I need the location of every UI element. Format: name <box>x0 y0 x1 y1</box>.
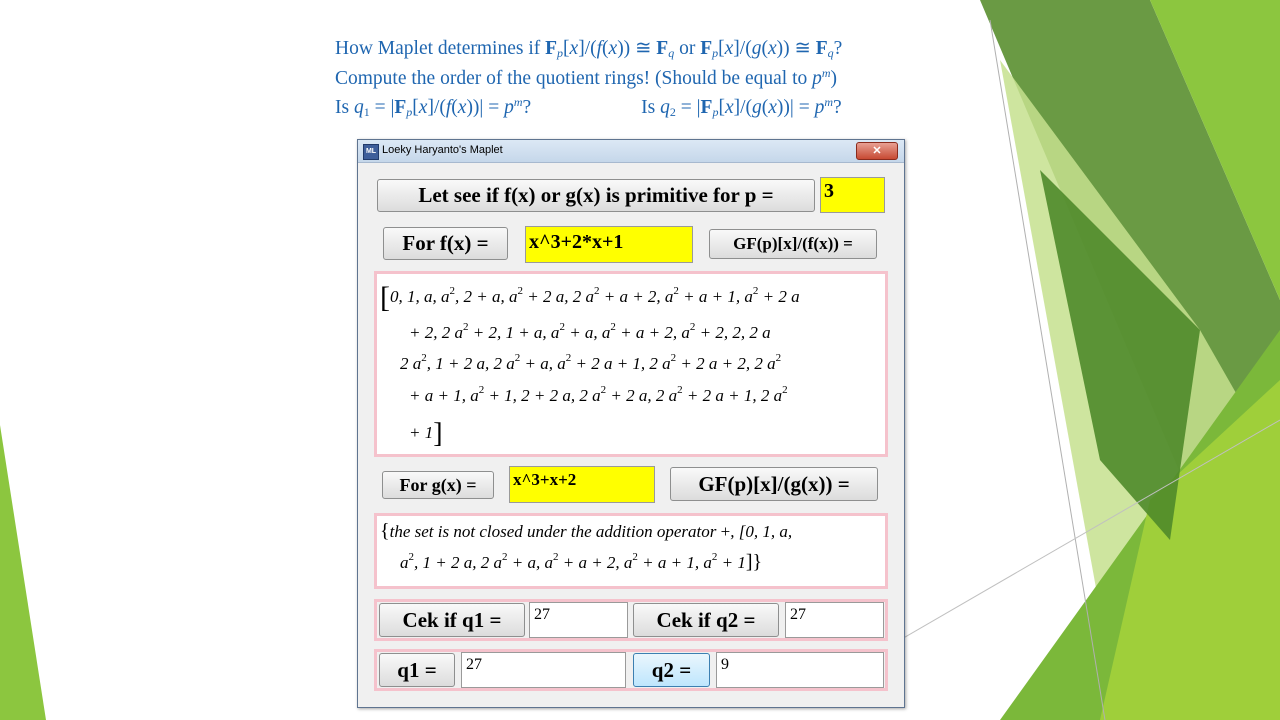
gf-f-button[interactable]: GF(p)[x]/(f(x)) = <box>709 229 877 259</box>
slide-line-2: Compute the order of the quotient rings! (Should be equal to $p^m$) <box>335 65 838 89</box>
window-titlebar[interactable] <box>358 140 904 163</box>
maplet-window <box>357 139 905 708</box>
q2-button[interactable]: q2 = <box>633 653 710 687</box>
f-result-line-3: 2 $a^2$, 1 + 2 a, 2 $a^2 + a$, $a^2 + 2$ a + 1, 2 $a^2 + 2$ a + 2, 2 $a^2$ <box>400 352 782 373</box>
primitive-check-button[interactable]: Let see if f(x) or g(x) is primitive for p = <box>377 179 815 212</box>
g-result-line-2: $a^2$, 1 + 2 a, 2 $a^2 + a$, $a^2 + a + 2$, $a^2 + a + 1$, $a^2 + 1$]} <box>400 551 763 573</box>
maplet-app-icon: ML <box>363 144 379 160</box>
cek-q2-output[interactable]: 27 <box>785 602 884 638</box>
g-result-panel <box>374 513 888 589</box>
q1-button[interactable]: q1 = <box>379 653 455 687</box>
gf-g-button[interactable]: GF(p)[x]/(g(x)) = <box>670 467 878 501</box>
close-button[interactable]: ✕ <box>856 142 898 160</box>
slide-line-3: Is $q_1 = |F_p[x]/(f(x))| = p^m$? Is $q_2 = |F_p[x]/(g(x))| = p^m$? <box>335 95 842 119</box>
slide-heading-text <box>335 34 842 123</box>
f-result-line-5: + 1] <box>409 418 443 449</box>
p-input[interactable]: 3 <box>820 177 885 213</box>
q2-output[interactable]: 9 <box>716 652 884 688</box>
window-title: Loeky Haryanto's Maplet <box>382 144 503 156</box>
f-result-panel <box>374 271 888 457</box>
cek-q1-button[interactable]: Cek if q1 = <box>379 603 525 637</box>
cek-q1-output[interactable]: 27 <box>529 602 628 638</box>
slide-line-1: How Maplet determines if $F_p[x]/(f(x))$ ≅ $F_q$ or $F_p[x]/(g(x))$ ≅ $F_q$? <box>335 38 843 60</box>
q1-output[interactable]: 27 <box>461 652 626 688</box>
f-result-line-1: [0, 1, a, $a^2$, 2 + a, $a^2 + 2$ a, 2 $a^2 + a + 2$, $a^2 + a + 1$, $a^2 + 2$ a <box>380 281 800 314</box>
for-f-button[interactable]: For f(x) = <box>383 227 508 260</box>
f-result-line-4: + a + 1, $a^2 + 1$, 2 + 2 a, 2 $a^2 + 2$ a, 2 $a^2 + 2$ a + 1, 2 $a^2$ <box>409 384 788 405</box>
f-result-line-2: + 2, 2 $a^2 + 2$, 1 + a, $a^2 + a$, $a^2 + a + 2$, $a^2 + 2$, 2, 2 a <box>409 321 771 342</box>
left-green-wedge <box>0 425 46 720</box>
for-g-button[interactable]: For g(x) = <box>382 471 494 499</box>
g-input[interactable]: x^3+x+2 <box>509 466 655 503</box>
f-input[interactable]: x^3+2*x+1 <box>525 226 693 263</box>
cek-q2-button[interactable]: Cek if q2 = <box>633 603 779 637</box>
g-result-line-1: {the set is not closed under the addition operator +, [0, 1, a, <box>380 520 793 542</box>
